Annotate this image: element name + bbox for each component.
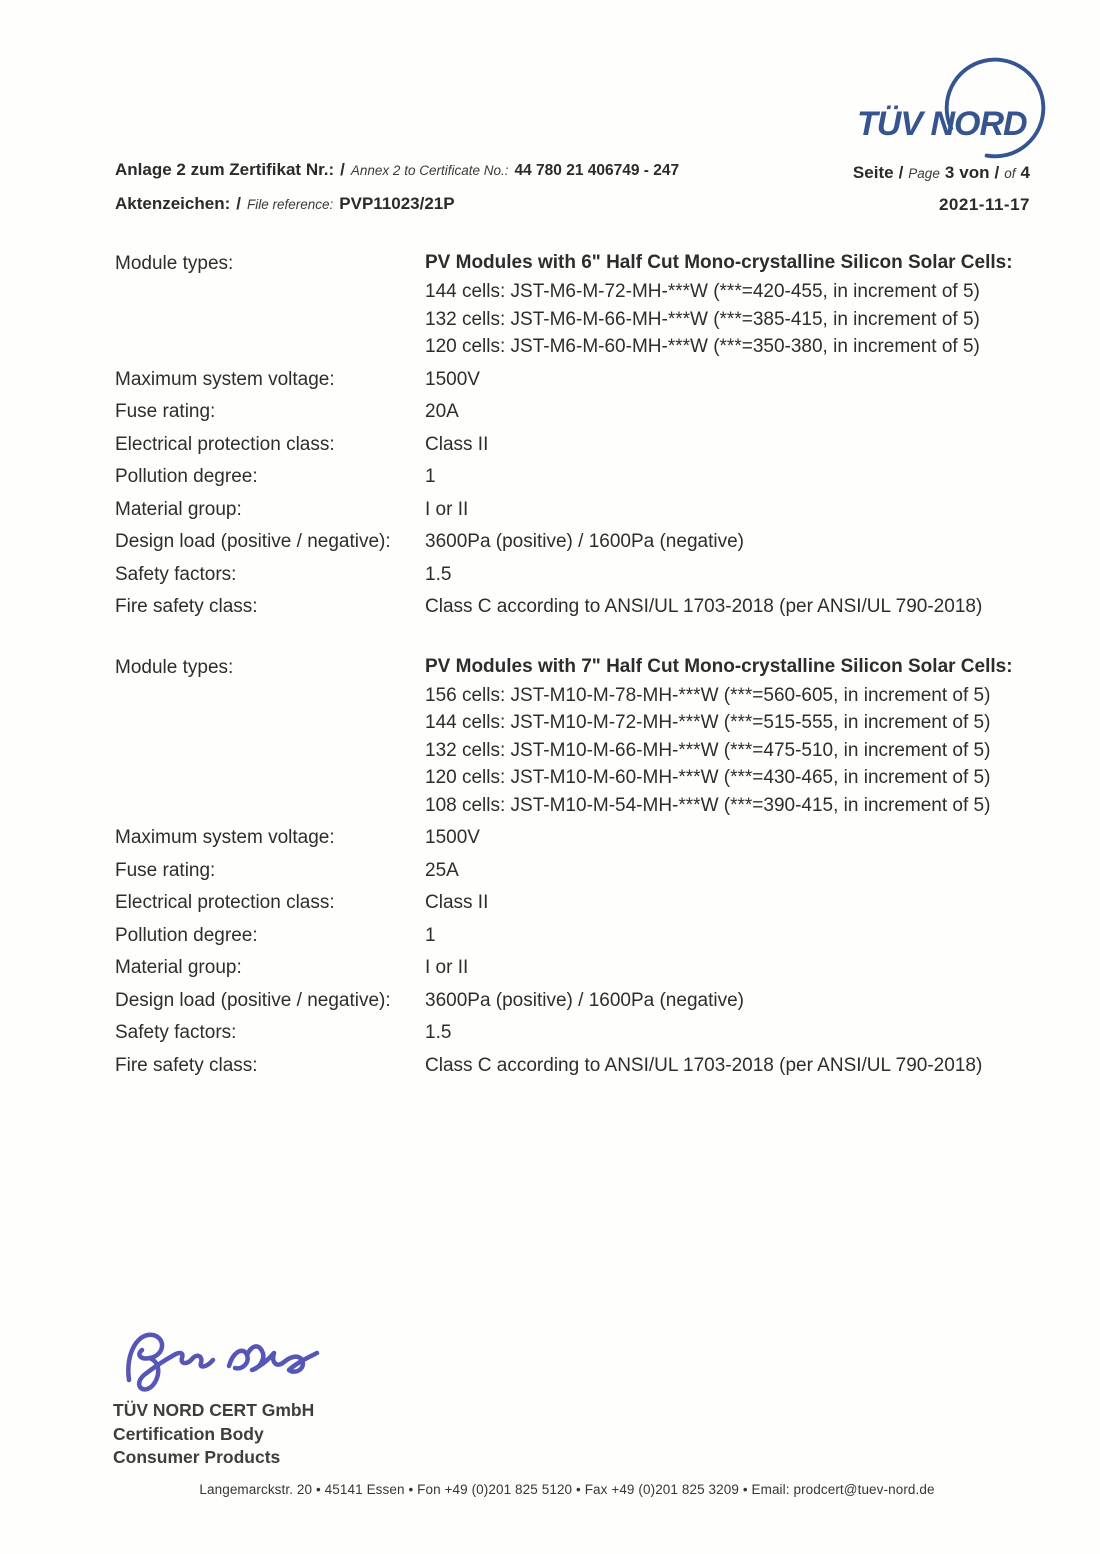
spec-row: [115, 461, 1015, 494]
module-line: 120 cells: JST-M10-M-60-MH-***W (***=430-465, in increment of 5): [425, 767, 991, 788]
spec-value: 20A: [425, 401, 459, 422]
spec-row: [115, 985, 1015, 1018]
spec-label: Fire safety class:: [115, 596, 258, 617]
spec-label: Electrical protection class:: [115, 892, 335, 913]
module-line: 144 cells: JST-M6-M-72-MH-***W (***=420-455, in increment of 5): [425, 281, 980, 302]
spec-value: I or II: [425, 498, 469, 520]
spec-row: [115, 364, 1015, 397]
spec-label: Material group:: [115, 957, 242, 978]
spec-row: [115, 855, 1015, 888]
spec-value: 1: [425, 924, 436, 946]
file-separator: /: [236, 194, 241, 213]
spec-label: Maximum system voltage:: [115, 827, 335, 848]
spec-row: [115, 591, 1015, 624]
module-section-6-inch: [115, 248, 1015, 624]
specification-content: [115, 248, 1015, 1082]
tuv-nord-logo: [855, 48, 1055, 168]
module-line: 144 cells: JST-M10-M-72-MH-***W (***=515-555, in increment of 5): [425, 712, 991, 733]
spec-value: 25A: [425, 859, 459, 881]
spec-row: [115, 952, 1015, 985]
page-total: 4: [1020, 163, 1030, 182]
spec-label: Safety factors:: [115, 1022, 237, 1043]
spec-label: Fire safety class:: [115, 1054, 258, 1076]
spec-row: [115, 396, 1015, 429]
spec-row: [115, 920, 1015, 953]
file-reference-line: [115, 194, 755, 214]
header-right: [853, 163, 1030, 215]
signatory-department: Certification Body: [113, 1423, 264, 1444]
page-label-de: Seite: [852, 163, 894, 182]
module-types-row: [115, 652, 1015, 823]
certificate-number: 44 780 21 406749 - 247: [514, 162, 680, 179]
spec-label: Material group:: [115, 498, 242, 520]
spec-value: Class II: [425, 892, 489, 913]
page-von: von: [959, 163, 990, 182]
annex-label-de: Anlage 2 zum Zertifikat Nr.:: [115, 160, 335, 179]
module-types-value: [425, 652, 1013, 823]
spec-value: 3600Pa (positive) / 1600Pa (negative): [425, 531, 744, 552]
module-line: 132 cells: JST-M10-M-66-MH-***W (***=475-510, in increment of 5): [425, 739, 991, 761]
page-number: 3: [944, 163, 955, 182]
file-label-en: File reference:: [246, 197, 334, 212]
module-heading: PV Modules with 6" Half Cut Mono-crystalline Silicon Solar Cells:: [425, 252, 1013, 273]
spec-row: [115, 1017, 1015, 1050]
signatory-unit: Consumer Products: [113, 1447, 281, 1467]
module-line: 156 cells: JST-M10-M-78-MH-***W (***=560-605, in increment of 5): [425, 684, 991, 706]
document-date: 2021-11-17: [938, 195, 1030, 214]
spec-row: [115, 559, 1015, 592]
spec-row: [115, 822, 1015, 855]
module-heading: PV Modules with 7" Half Cut Mono-crystalline Silicon Solar Cells:: [425, 655, 1013, 677]
spec-value: 1: [425, 466, 436, 487]
spec-value: 3600Pa (positive) / 1600Pa (negative): [425, 989, 744, 1011]
annex-separator: /: [340, 160, 345, 179]
module-section-7-inch: [115, 652, 1015, 1083]
spec-value: Class C according to ANSI/UL 1703-2018 (per ANSI/UL 790-2018): [425, 1054, 983, 1076]
spec-value: 1.5: [425, 563, 452, 585]
signature-block: [113, 1326, 334, 1469]
spec-label: Fuse rating:: [115, 401, 216, 422]
spec-label: Pollution degree:: [115, 466, 258, 487]
header-left: [115, 160, 755, 214]
signatory-organization: TÜV NORD CERT GmbH: [113, 1400, 315, 1420]
spec-label: Maximum system voltage:: [115, 368, 335, 390]
spec-value: 1.5: [425, 1022, 452, 1043]
spec-row: [115, 494, 1015, 527]
spec-value: Class II: [425, 433, 489, 455]
page-indicator: [853, 163, 1030, 183]
page-separator-1: /: [898, 163, 904, 182]
file-reference-value: PVP11023/21P: [339, 194, 455, 213]
module-line: 132 cells: JST-M6-M-66-MH-***W (***=385-415, in increment of 5): [425, 308, 980, 330]
module-types-label: Module types:: [115, 656, 234, 678]
page-of: of: [1004, 166, 1016, 181]
logo-wordmark: TÜV NORD: [857, 105, 1027, 143]
spec-value: Class C according to ANSI/UL 1703-2018 (per ANSI/UL 790-2018): [425, 596, 983, 617]
page-label-en: Page: [908, 166, 940, 181]
spec-label: Design load (positive / negative):: [115, 531, 391, 552]
spec-label: Pollution degree:: [115, 924, 258, 946]
spec-row: [115, 887, 1015, 920]
module-types-value: [425, 248, 1013, 364]
page-separator-2: /: [994, 163, 1000, 182]
spec-label: Electrical protection class:: [115, 433, 335, 455]
module-types-label: Module types:: [115, 253, 234, 274]
spec-row: [115, 429, 1015, 462]
spec-value: I or II: [425, 957, 469, 978]
module-types-row: [115, 248, 1015, 364]
spec-label: Design load (positive / negative):: [115, 989, 391, 1011]
spec-label: Fuse rating:: [115, 859, 216, 881]
annex-label-en: Annex 2 to Certificate No.:: [350, 163, 509, 178]
footer-contact-line: Langemarckstr. 20 • 45141 Essen • Fon +49 (0)201 825 5120 • Fax +49 (0)201 825 3209 • Email: prodcert@tuev-nord.de: [199, 1482, 935, 1497]
spec-row: [115, 1050, 1015, 1083]
annex-line: [115, 160, 755, 180]
spec-label: Safety factors:: [115, 563, 237, 585]
file-label-de: Aktenzeichen:: [115, 194, 231, 213]
module-line: 108 cells: JST-M10-M-54-MH-***W (***=390-415, in increment of 5): [425, 794, 991, 816]
module-line: 120 cells: JST-M6-M-60-MH-***W (***=350-380, in increment of 5): [425, 336, 980, 357]
handwritten-signature-icon: [119, 1326, 334, 1398]
spec-value: 1500V: [425, 827, 480, 848]
spec-row: [115, 526, 1015, 559]
spec-value: 1500V: [425, 368, 480, 390]
